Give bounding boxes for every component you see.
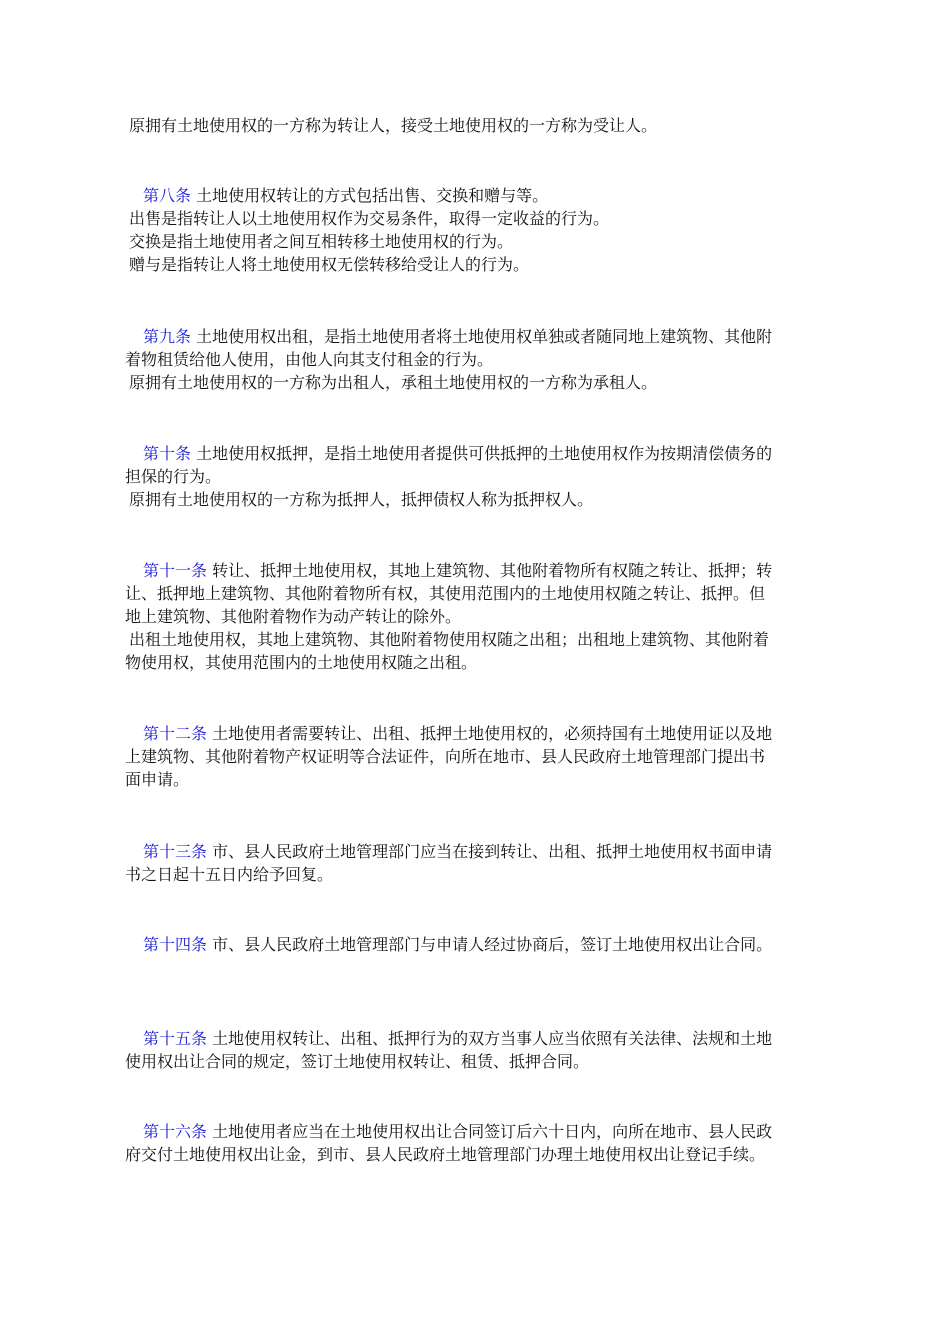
article-heading: 第十五条 [143, 1029, 208, 1048]
paragraph-line: 地上建筑物、其他附着物作为动产转让的除外。 [125, 607, 462, 626]
article-heading: 第十二条 [143, 724, 208, 743]
article-heading: 第十条 [143, 444, 192, 463]
article-heading: 第十四条 [143, 935, 208, 954]
article-8 [125, 184, 835, 276]
article-heading: 第十一条 [143, 561, 208, 580]
paragraph-line: 第十二条 土地使用者需要转让、出租、抵押土地使用权的，必须持国有土地使用证以及地 [143, 724, 773, 743]
paragraph-line: 让、抵押地上建筑物、其他附着物所有权，其使用范围内的土地使用权随之转让、抵押。但 [125, 584, 766, 603]
article-9 [125, 325, 835, 394]
paragraph-line: 原拥有土地使用权的一方称为转让人，接受土地使用权的一方称为受让人。 [129, 116, 658, 135]
paragraph-line: 第八条 土地使用权转让的方式包括出售、交换和赠与等。 [143, 186, 549, 205]
paragraph-line: 上建筑物、其他附着物产权证明等合法证件，向所在地市、县人民政府土地管理部门提出书 [125, 747, 766, 766]
paragraph-line: 面申请。 [125, 770, 190, 789]
paragraph-line: 出售是指转让人以土地使用权作为交易条件，取得一定收益的行为。 [129, 209, 610, 228]
paragraph-line: 着物租赁给他人使用，由他人向其支付租金的行为。 [125, 350, 494, 369]
paragraph-line: 第十条 土地使用权抵押，是指土地使用者提供可供抵押的土地使用权作为按期清偿债务的 [143, 444, 773, 463]
article-heading: 第九条 [143, 327, 192, 346]
paragraph-line: 第十五条 土地使用权转让、出租、抵押行为的双方当事人应当依照有关法律、法规和土地 [143, 1029, 773, 1048]
article-16 [125, 1120, 835, 1166]
article-10 [125, 442, 835, 511]
paragraph-line: 交换是指土地使用者之间互相转移土地使用权的行为。 [129, 232, 514, 251]
article-11 [125, 559, 835, 674]
paragraph-line: 原拥有土地使用权的一方称为出租人，承租土地使用权的一方称为承租人。 [129, 373, 658, 392]
paragraph-line: 担保的行为。 [125, 467, 222, 486]
article-heading: 第十六条 [143, 1122, 208, 1141]
paragraph-line: 第十六条 土地使用者应当在土地使用权出让合同签订后六十日内，向所在地市、县人民政 [143, 1122, 773, 1141]
article-14 [125, 933, 835, 956]
paragraph-line: 第十一条 转让、抵押土地使用权，其地上建筑物、其他附着物所有权随之转让、抵押；转 [143, 561, 773, 580]
paragraph-line: 第十四条 市、县人民政府土地管理部门与申请人经过协商后，签订土地使用权出让合同。 [143, 935, 773, 954]
paragraph-line: 书之日起十五日内给予回复。 [125, 865, 334, 884]
paragraph [125, 114, 835, 137]
paragraph-line: 赠与是指转让人将土地使用权无偿转移给受让人的行为。 [129, 255, 530, 274]
article-13 [125, 840, 835, 886]
paragraph-line: 第九条 土地使用权出租，是指土地使用者将土地使用权单独或者随同地上建筑物、其他附 [143, 327, 773, 346]
paragraph-line: 府交付土地使用权出让金，到市、县人民政府土地管理部门办理土地使用权出让登记手续。 [125, 1145, 766, 1164]
paragraph-line: 使用权出让合同的规定，签订土地使用权转让、租赁、抵押合同。 [125, 1052, 590, 1071]
paragraph-line: 出租土地使用权，其地上建筑物、其他附着物使用权随之出租；出租地上建筑物、其他附着 [129, 630, 770, 649]
article-12 [125, 722, 835, 791]
article-heading: 第八条 [143, 186, 192, 205]
paragraph-line: 物使用权，其使用范围内的土地使用权随之出租。 [125, 653, 478, 672]
paragraph-line: 第十三条 市、县人民政府土地管理部门应当在接到转让、出租、抵押土地使用权书面申请 [143, 842, 773, 861]
paragraph-line: 原拥有土地使用权的一方称为抵押人，抵押债权人称为抵押权人。 [129, 490, 594, 509]
article-heading: 第十三条 [143, 842, 208, 861]
article-15 [125, 1027, 835, 1073]
